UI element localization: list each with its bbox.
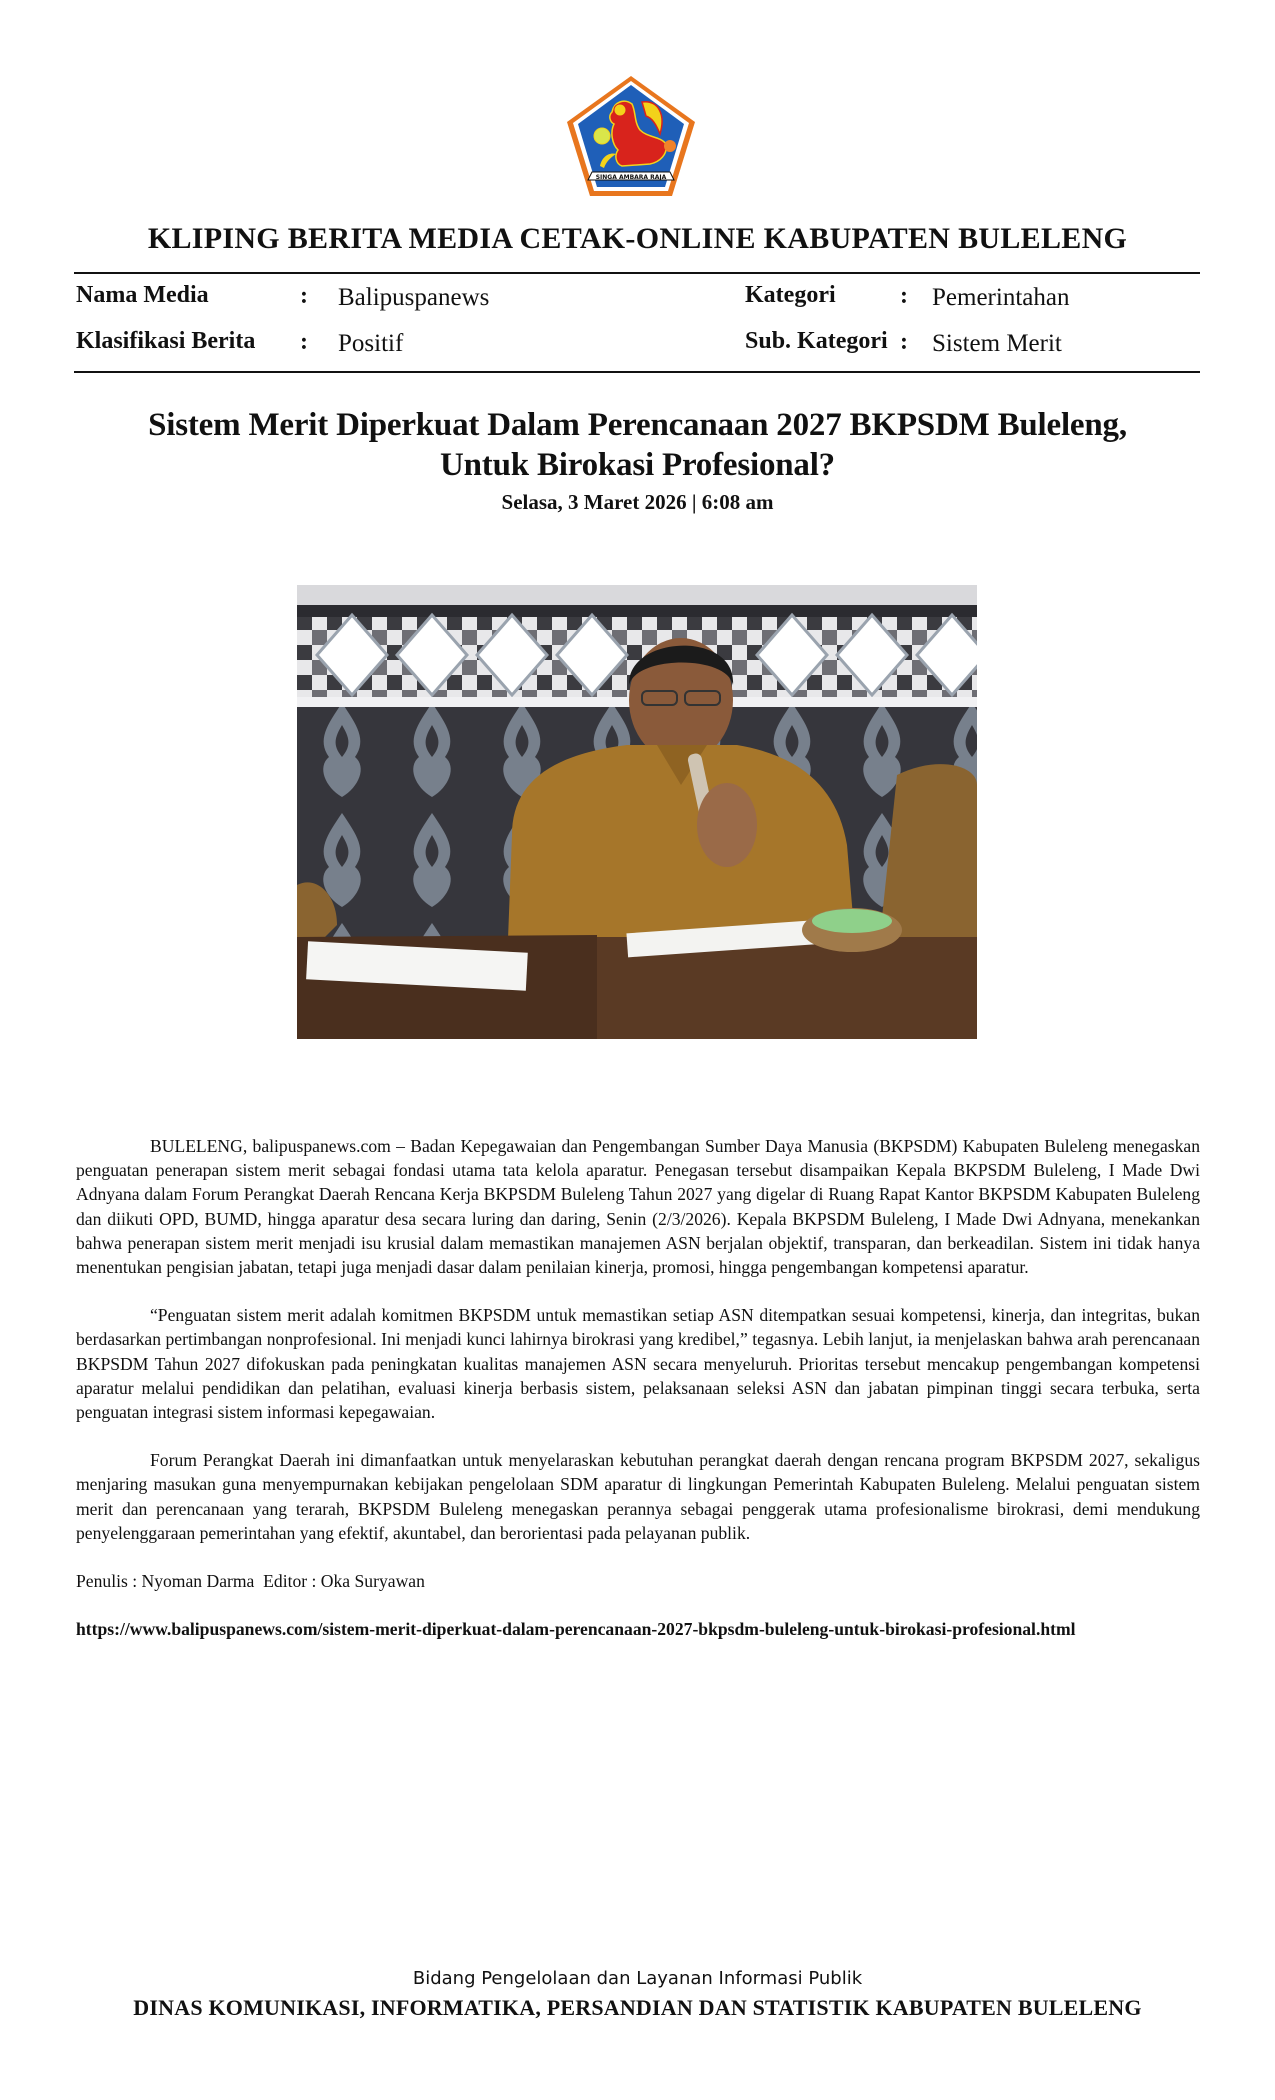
classification-value: Positif [338,330,404,357]
media-value: Balipuspanews [338,284,490,311]
subcategory-colon: : [900,329,908,355]
category-value: Pemerintahan [932,284,1070,311]
footer-agency: DINAS KOMUNIKASI, INFORMATIKA, PERSANDIAN DAN STATISTIK KABUPATEN BULELENG [133,1995,1142,2020]
header-divider-top [74,272,1200,274]
article-headline [70,405,1205,485]
article-paragraph: BULELENG, balipuspanews.com – Badan Kepegawaian dan Pengembangan Sumber Daya Manusia (BKPSDM) Kabupaten Buleleng menegaskan penguatan penerapan sistem merit sebagai fondasi utama tata kelola aparatur. Penegasan tersebut disampaikan Kepala BKPSDM Buleleng, I Made Dwi Adnyana dalam Forum Perangkat Daerah Rencana Kerja BKPSDM Buleleng Tahun 2027 yang digelar di Ruang Rapat Kantor BKPSDM Kabupaten Buleleng dan diikuti OPD, BUMD, hingga aparatur desa secara luring dan daring, Senin (2/3/2026). Kepala BKPSDM Buleleng, I Made Dwi Adnyana, menekankan bahwa penerapan sistem merit menjadi isu krusial dalam memastikan manajemen ASN berjalan objektif, transparan, dan berkeadilan. Sistem ini tidak hanya menentukan pengisian jabatan, tetapi juga menjadi dasar dalam penilaian kinerja, promosi, hingga pengembangan kompetensi aparatur. [76,1136,1200,1278]
article-photo [297,585,977,1039]
category-colon: : [900,283,908,309]
article-dateline: Selasa, 3 Maret 2026 | 6:08 am [501,490,774,514]
article-body [76,1134,1200,1641]
classification-label: Klasifikasi Berita [76,328,256,354]
article-paragraph: Forum Perangkat Daerah ini dimanfaatkan untuk menyelaraskan kebutuhan perangkat daerah dengan rencana program BKPSDM 2027, sekaligus menjaring masukan guna menyempurnakan kebijakan pengelolaan SDM aparatur di lingkungan Pemerintah Kabupaten Buleleng. Melalui penguatan sistem merit dan perencanaan yang terarah, BKPSDM Buleleng menegaskan perannya sebagai penggerak utama profesionalisme birokrasi, demi mendukung penyelenggaraan pemerintahan yang efektif, akuntabel, dan berorientasi pada pelayanan publik. [76,1450,1200,1543]
media-colon: : [300,283,308,309]
footer-unit: Bidang Pengelolaan dan Layanan Informasi Publik [412,1968,863,1989]
media-label: Nama Media [76,282,209,308]
svg-text:SINGA AMBARA RAJA: SINGA AMBARA RAJA [595,174,667,181]
kabupaten-buleleng-crest-icon [562,72,700,200]
article-paragraph: “Penguatan sistem merit adalah komitmen BKPSDM untuk memastikan setiap ASN ditempatkan sesuai kompetensi, kinerja, dan integritas, bukan berdasarkan pertimbangan nonprofesional. Ini menjadi kunci lahirnya birokrasi yang kredibel,” tegasnya. Lebih lanjut, ia menjelaskan bahwa arah perencanaan BKPSDM Tahun 2027 difokuskan pada peningkatan kualitas manajemen ASN secara menyeluruh. Prioritas tersebut mencakup pengembangan kompetensi aparatur melalui pendidikan dan pelatihan, evaluasi kinerja berbasis sistem, pelaksanaan seleksi ASN dan jabatan pimpinan tinggi secara terbuka, serta penguatan integrasi sistem informasi kepegawaian. [76,1305,1200,1423]
source-url-link[interactable]: https://www.balipuspanews.com/sistem-merit-diperkuat-dalam-perencanaan-2027-bkpsdm-buleleng-untuk-birokasi-profesional.html [76,1619,1076,1640]
news-photo-official-speaking-icon [297,585,977,1039]
subcategory-value: Sistem Merit [932,330,1062,357]
header-divider-bottom [74,371,1200,373]
document-title: KLIPING BERITA MEDIA CETAK-ONLINE KABUPATEN BULELENG [147,222,1128,255]
headline-line-2: Untuk Birokasi Profesional? [440,447,835,483]
headline-line-1: Sistem Merit Diperkuat Dalam Perencanaan 2027 BKPSDM Buleleng, [148,407,1127,443]
subcategory-label: Sub. Kategori [745,328,888,354]
classification-colon: : [300,329,308,355]
category-label: Kategori [745,282,836,308]
article-credits: Penulis : Nyoman Darma Editor : Oka Suryawan [76,1571,425,1592]
